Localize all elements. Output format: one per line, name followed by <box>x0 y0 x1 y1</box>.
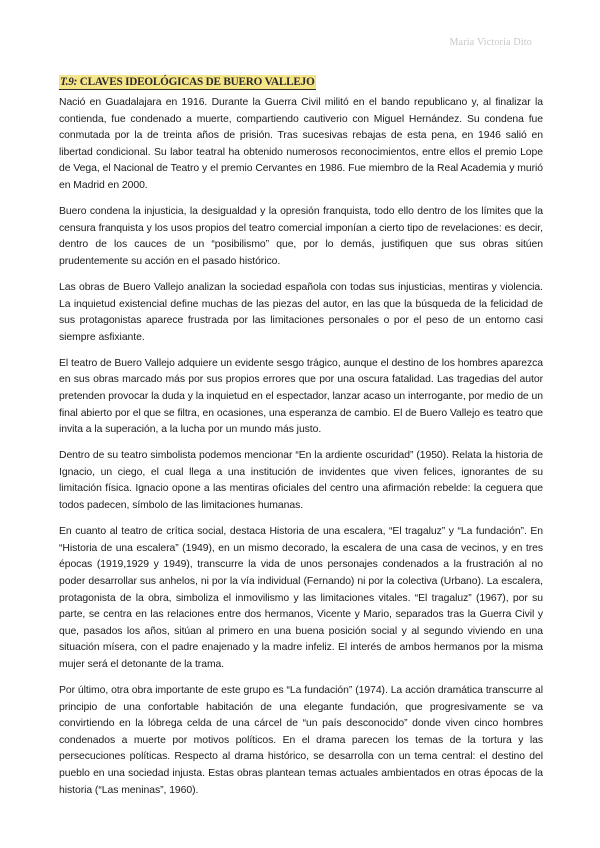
section-title <box>59 75 316 90</box>
document-body <box>59 72 543 809</box>
paragraph-tragic: El teatro de Buero Vallejo adquiere un evidente sesgo trágico, aunque el destino de los hombres aparezca en sus obras marcado más por sus propios errores que por una oscura fatalidad. Las tragedias del autor pretenden provocar la duda y la inquietud en el espectador, lanzar acaso un interrogante, por medio de un final abierto por el que se filtra, en ocasiones, una esperanza de cambio. El de Buero Vallejo es teatro que invita a la superación, a la lucha por un mundo más justo. <box>59 357 543 436</box>
paragraph-symbolist: Dentro de su teatro simbolista podemos mencionar “En la ardiente oscuridad” (1950). Relata la historia de Ignacio, un ciego, el cual llega a una institución de invidentes que viven felices, ignorantes de su limitación física. Ignacio opone a las mentiras oficiales del centro una afirmación rebelde: la ceguera que todos padecen, símbolo de las limitaciones humanas. <box>59 450 543 512</box>
section-title-text: CLAVES IDEOLÓGICAS DE BUERO VALLEJO <box>79 76 315 88</box>
paragraph-biography: Nació en Guadalajara en 1916. Durante la Guerra Civil militó en el bando republicano y, al finalizar la contienda, fue condenado a muerte, compartiendo cautiverio con Miguel Hernández. Su condena fue conmutada por la de treinta años de prisión. Tras sucesivas rebajas de esta pena, en 1946 salió en libertad condicional. Su labor teatral ha obtenido numerosos reconocimientos, entre ellos el premio Lope de Vega, el Nacional de Teatro y el premio Cervantes en 1986. Fue miembro de la Real Academia y murió en Madrid en 2000. <box>59 97 543 191</box>
paragraph-fundacion: Por último, otra obra importante de este grupo es “La fundación” (1974). La acción dramática transcurre al principio de una confortable habitación de una elegante fundación, que progresivamente se va convirtiendo en la lóbrega celda de una cárcel de “un país desconocido” donde viven cinco hombres condenados a muerte por motivos políticos. En el drama parecen los temas de la tortura y las persecuciones políticas. Respecto al drama histórico, se desarrolla con un tema central: el destino del pueblo en una sociedad injusta. Estas obras plantean temas actuales ambientados en otras épocas de la historia (“Las meninas”, 1960). <box>59 685 543 796</box>
header-author: María Victoria Dito <box>449 37 532 48</box>
paragraph-censorship: Buero condena la injusticia, la desigualdad y la opresión franquista, todo ello dentro de los límites que la censura franquista y los usos propios del teatro comercial imponían a cierto tipo de revelaciones: es decir, dentro de los cauces de un “posibilismo” que, por lo demás, justifiquen que sus obras sitúen prudentemente su acción en el pasado histórico. <box>59 206 543 267</box>
paragraph-social-critique: En cuanto al teatro de crítica social, destaca Historia de una escalera, “El tragaluz” y “La fundación”. En “Historia de una escalera” (1949), en un mismo decorado, la escalera de una casa de vecinos, y en tres épocas (1919,1929 y 1949), transcurre la vida de unos personajes condenados a la frustración al no poder desarrollar sus anhelos, ni por la vía individual (Fernando) ni por la colectiva (Urbano). La escalera, protagonista de la obra, simboliza el inmovilismo y las limitaciones vitales. “El tragaluz” (1967), por su parte, se centra en las relaciones entre dos hermanos, Vicente y Mario, separados tras la Guerra Civil y que, pasados los años, sitúan al primero en una buena posición social y al segundo viviendo en una situación mísera, con el padre enajenado y la madre infeliz. El interés de ambos hermanos por la misma mujer será el detonante de la trama. <box>59 526 543 670</box>
paragraph-themes: Las obras de Buero Vallejo analizan la sociedad española con todas sus injusticias, mentiras y violencia. La inquietud existencial define muchas de las piezas del autor, en las que la búsqueda de la felicidad de sus protagonistas aparece frustrada por las limitaciones personales o por el peso de un entorno casi siempre asfixiante. <box>59 281 543 343</box>
section-number: T.9: <box>60 76 78 88</box>
